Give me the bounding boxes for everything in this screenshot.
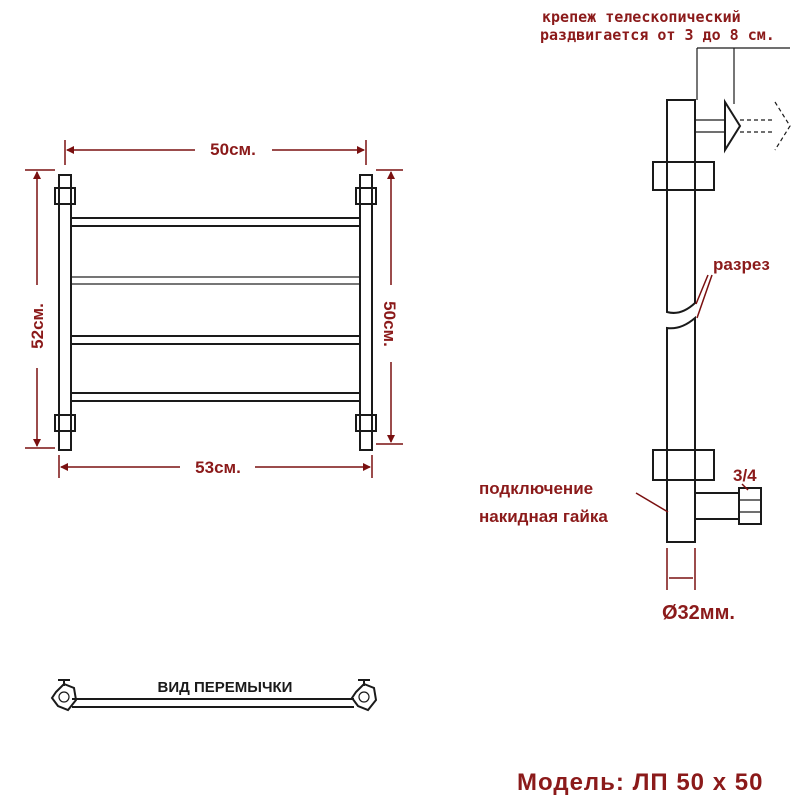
side-pipe-upper bbox=[667, 100, 695, 313]
dim-bottom bbox=[59, 455, 372, 478]
connection-label-line2: накидная гайка bbox=[479, 507, 608, 526]
side-view bbox=[479, 8, 790, 624]
side-bottom-coupling bbox=[653, 450, 714, 480]
mount-note-line1: крепеж телескопический bbox=[542, 8, 741, 26]
dim-top bbox=[65, 140, 366, 165]
pipe-diameter-label: Ø32мм. bbox=[662, 602, 735, 624]
connection-label-line1: подключение bbox=[479, 479, 594, 498]
right-post bbox=[360, 175, 372, 450]
side-pipe-lower bbox=[667, 318, 695, 542]
side-top-coupling bbox=[653, 162, 714, 190]
mount-note-line2: раздвигается от 3 до 8 см. bbox=[540, 26, 775, 44]
front-view bbox=[25, 140, 403, 478]
dim-diameter bbox=[662, 548, 735, 624]
dim-right bbox=[376, 170, 403, 444]
dim-left bbox=[25, 170, 55, 448]
jumper-view bbox=[52, 679, 376, 710]
left-post bbox=[59, 175, 71, 450]
crossbar-4 bbox=[71, 393, 360, 401]
section-label: разрез bbox=[713, 255, 770, 274]
crossbar-3 bbox=[71, 336, 360, 344]
thread-size-label: 3/4 bbox=[733, 466, 757, 485]
connection-elbow bbox=[695, 488, 761, 524]
jumper-view-label: ВИД ПЕРЕМЫЧКИ bbox=[157, 679, 293, 696]
crossbar-1 bbox=[71, 218, 360, 226]
model-title: Модель: ЛП 50 х 50 bbox=[517, 769, 764, 796]
crossbar-2 bbox=[71, 277, 360, 284]
dim-top-label: 50см. bbox=[210, 140, 256, 159]
telescopic-mount bbox=[695, 48, 790, 150]
dim-left-label: 52см. bbox=[28, 303, 47, 349]
dim-bottom-label: 53см. bbox=[195, 458, 241, 477]
dim-right-label: 50см. bbox=[380, 301, 399, 347]
